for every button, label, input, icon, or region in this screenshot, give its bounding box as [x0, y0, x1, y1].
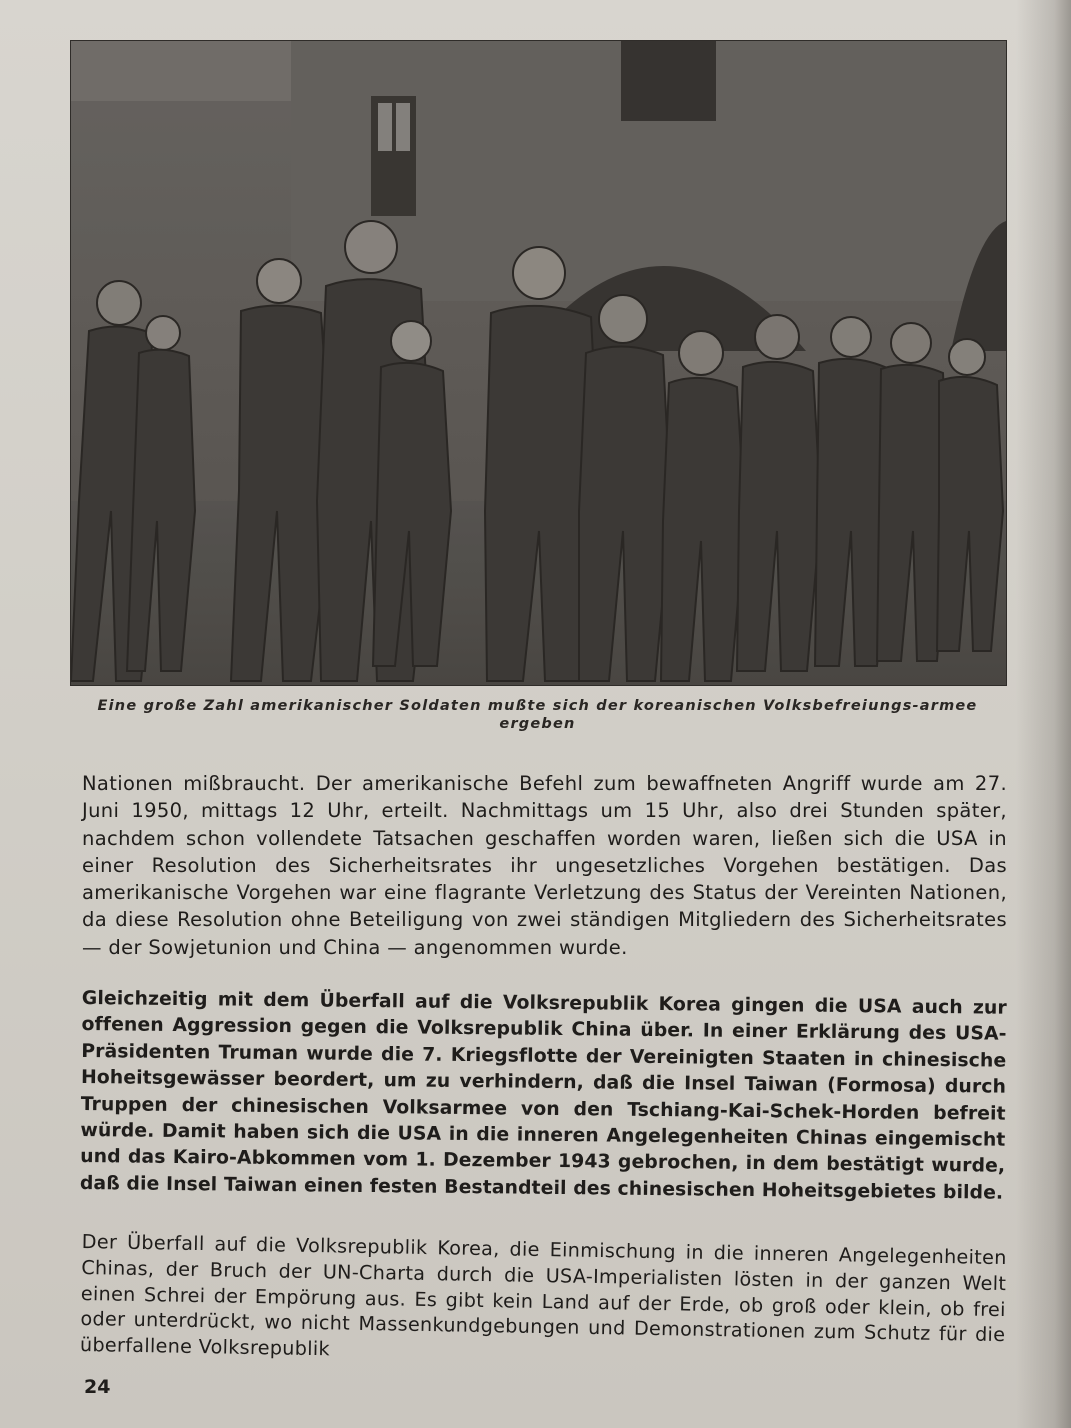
soldiers-photo: [70, 40, 1007, 686]
photo-caption: Eine große Zahl amerikanischer Soldaten mußte sich der koreanischen Volksbefreiungs-armee ergeben: [97, 698, 978, 732]
photo-of-surrendered-soldiers-icon: [71, 41, 1006, 685]
body-paragraph-1: Nationen mißbraucht. Der amerikanische Befehl zum bewaffneten Angriff wurde am 27. Juni 1950, mittags 12 Uhr, erteilt. Nachmittags um 15 Uhr, also drei Stunden später, nachdem schon vollendete Tatsachen geschaffen worden waren, ließen sich die USA in einer Resolution des Sicherheitsrates ihr ungesetzliches Vorgehen bestätigen. Das amerikanische Vorgehen war eine flagrante Verletzung des Status der Vereinten Nationen, da diese Resolution ohne Beteiligung von zwei ständigen Mitgliedern des Sicherheitsrates — der Sowjetunion und China — angenommen wurde.: [82, 772, 1007, 959]
body-paragraph-2-bold: Gleichzeitig mit dem Überfall auf die Volksrepublik Korea gingen die USA auch zur offenen Aggression gegen die Volksrepublik China über. In einer Erklärung des USA-Präsidenten Truman wurde die 7. Kriegsflotte der Vereinigten Staaten in chinesische Hoheitsgewässer beordert, um zu verhindern, daß die Insel Taiwan (Formosa) durch Truppen der chinesischen Volksarmee von den Tschiang-Kai-Schek-Horden befreit würde. Damit haben sich die USA in die inneren Angelegenheiten Chinas eingemischt und das Kairo-Abkommen vom 1. Dezember 1943 gebrochen, in dem bestätigt wurde, daß die Insel Taiwan einen festen Bestandteil des chinesischen Hoheitsgebietes bilde.: [79, 987, 1007, 1204]
body-paragraph-3: Der Überfall auf die Volksrepublik Korea, die Einmischung in die inneren Angelegenheiten Chinas, der Bruch der UN-Charta durch die USA-Imperialisten lösten in der ganzen Welt einen Schrei der Empörung aus. Es gibt kein Land auf der Erde, ob groß oder klein, ob frei oder unterdrückt, wo nicht Massenkundgebungen und Demonstrationen zum Schutz für die überfallene Volksrepublik: [79, 1229, 1007, 1361]
page-number: 24: [84, 1376, 111, 1398]
page-edge-shadow: [1016, 0, 1071, 1428]
